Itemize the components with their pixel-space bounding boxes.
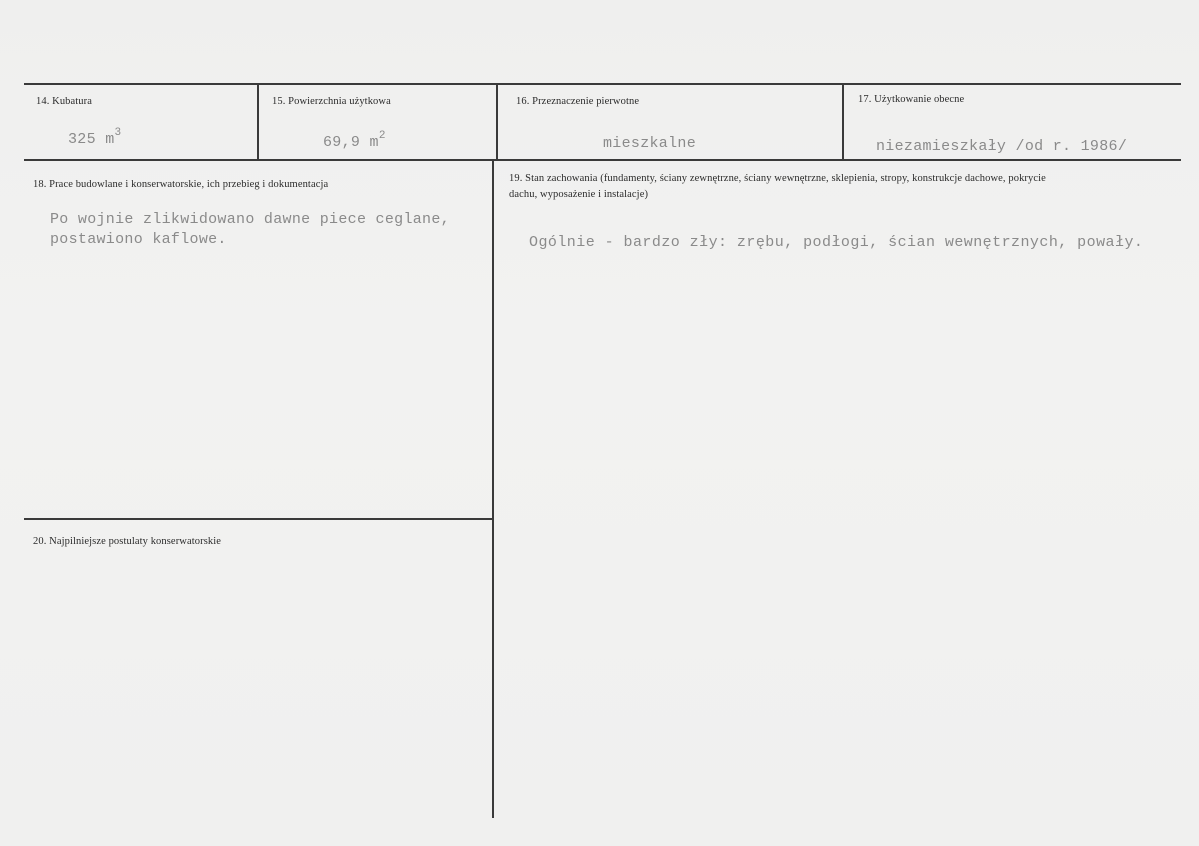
field-14-number: 325 m: [68, 131, 115, 148]
field-16-value: mieszkalne: [603, 135, 697, 152]
top-rule: [24, 83, 1181, 85]
field-14-value: [68, 127, 121, 148]
rule-18-20: [24, 518, 493, 520]
field-15-unit-exponent: 2: [378, 130, 386, 142]
field-15-label: 15. Powierzchnia użytkowa: [272, 96, 391, 107]
field-17-label: 17. Użytkowanie obecne: [858, 94, 965, 105]
field-20-label: 20. Najpilniejsze postulaty konserwatorskie: [33, 536, 222, 547]
divider-14-15: [257, 84, 259, 160]
field-15-value: [323, 130, 386, 151]
field-18-label: 18. Prace budowlane i konserwatorskie, ich przebieg i dokumentacja: [33, 179, 329, 190]
field-16-label: 16. Przeznaczenie pierwotne: [516, 96, 640, 107]
divider-15-16: [496, 84, 498, 160]
field-17-value: niezamieszkały /od r. 1986/: [876, 138, 1128, 155]
field-19-label: 19. Stan zachowania (fundamenty, ściany zewnętrzne, ściany wewnętrzne, sklepienia, stropy, konstrukcje dachowe, pokrycie dachu, wyposażenie i instalacje): [509, 173, 1046, 200]
field-19-value: Ogólnie - bardzo zły: zrębu, podłogi, ścian wewnętrznych, powały.: [529, 234, 1144, 251]
field-14-label: 14. Kubatura: [36, 96, 93, 107]
divider-16-17: [842, 84, 844, 160]
field-14-unit-exponent: 3: [114, 127, 122, 139]
field-15-number: 69,9 m: [323, 134, 379, 151]
main-column-divider: [492, 160, 494, 818]
field-18-value: Po wojnie zlikwidowano dawne piece ceglane, postawiono kaflowe.: [50, 211, 450, 248]
header-bottom-rule: [24, 159, 1181, 161]
